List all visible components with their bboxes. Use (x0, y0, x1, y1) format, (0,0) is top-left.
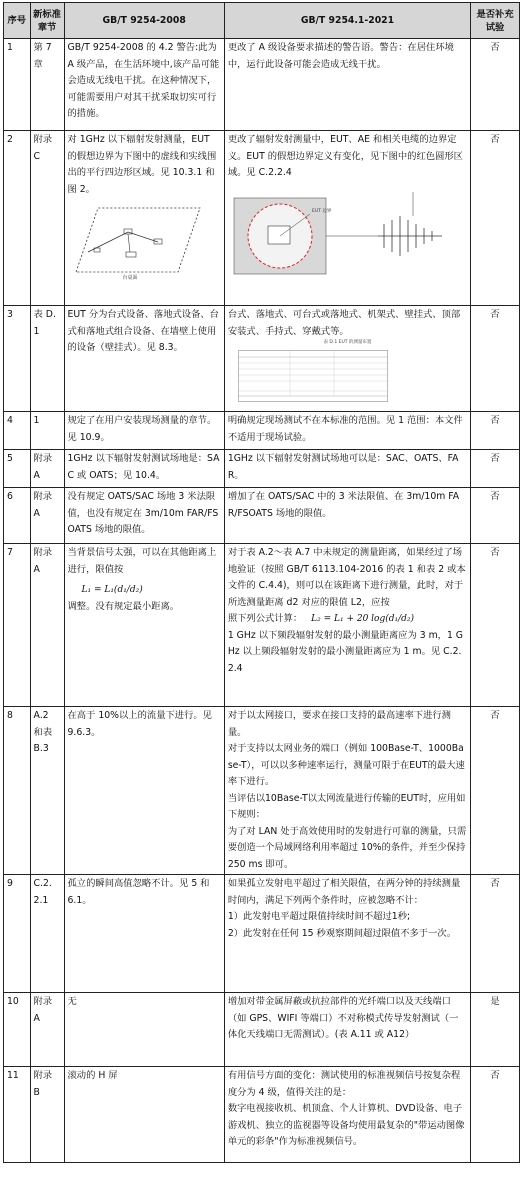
table-header-row (4, 3, 520, 39)
row-new-line: 如果孤立发射电平超过了相关限值，在两分钟的持续测量时间内，满足下列两个条件时，应被忽略不计： (227, 878, 461, 906)
row-no: 6 (4, 488, 31, 544)
row-chapter: 附录 B (30, 1067, 64, 1163)
comparison-table (3, 2, 520, 1163)
row-new-line: 为了对 LAN 处于高效使用时的发射进行可靠的测量，只需要创造一个局域网络利用率超过 10%的条件，并至少保持 250 ms 即可。 (227, 825, 467, 870)
row-old: 在高于 10%以上的流量下进行。见 9.6.3。 (64, 707, 224, 875)
row-extra: 否 (471, 488, 520, 544)
row-new-line: 数字电视接收机、机顶盒、个人计算机、DVD设备、电子游戏机、独立的监视器等设备均使用最复杂的"带运动图像单元的彩条"作为标准视频信号。 (227, 1103, 465, 1147)
header-no: 序号 (4, 3, 31, 39)
eut-boundary-circle-figure (228, 186, 450, 276)
row-no: 2 (4, 131, 31, 306)
header-new-standard: GB/T 9254.1-2021 (224, 3, 470, 39)
row-new-line: 对于以太网接口，要求在接口支持的最高速率下进行测量。 (227, 710, 451, 738)
row-extra: 否 (471, 875, 520, 993)
row-old: 滚动的 H 屏 (64, 1067, 224, 1163)
row-old-text-b: 调整。没有规定最小距离。 (67, 600, 180, 612)
row-new-text-c: 1 GHz 以下频段辐射发射的最小测量距离应为 3 m，1 GHz 以上频段辐射发射的最小测量距离应为 1 m。见 C.2.2.4 (227, 629, 464, 674)
row-no: 3 (4, 306, 31, 412)
row-new-line: 1）此发射电平超过限值持续时间不超过1秒; (227, 911, 411, 922)
row-no: 1 (4, 39, 31, 131)
row-chapter: C.2.2.1 (30, 875, 64, 993)
table-row (4, 412, 520, 450)
row-new: 更改了 A 级设备要求描述的警告语。警告：在居住环境中，运行此设备可能会造成无线干扰。 (224, 39, 470, 131)
figure-label: EUT 边界 (311, 208, 332, 214)
table-row (4, 993, 520, 1067)
row-old: 对 1GHz 以下辐射发射测量，EUT 的假想边界为下图中的虚线和实线围出的平行四边形区域。见 10.3.1 和图 2。 (67, 134, 217, 195)
row-chapter: 附录 A (30, 544, 64, 707)
row-extra: 否 (471, 1067, 520, 1163)
row-old-cell (64, 131, 224, 306)
row-old-cell (64, 544, 224, 707)
new-limit-formula: L₂ = L₁ + 20 log(d₁/d₂) (311, 614, 415, 624)
row-new-line: 对于支持以太网业务的端口（例如 100Base-T、1000Base-T），可以以多种速率运行，测量可限于在EUT的最大速率下进行。 (227, 743, 465, 787)
row-no: 9 (4, 875, 31, 993)
row-new: 1GHz 以下辐射发射测试场地可以是：SAC、OATS、FAR。 (224, 450, 470, 488)
row-new-cell (224, 544, 470, 707)
row-new-line: 2）此发射在任何 15 秒观察期间超过限值不多于一次。 (227, 927, 456, 939)
table-row (4, 544, 520, 707)
header-extra-test: 是否补充试验 (471, 3, 520, 39)
row-old: GB/T 9254-2008 的 4.2 警告:此为 A 级产品，在生活环境中,该产品可能会造成无线电干扰。在这种情况下，可能需要用户对其干扰采取切实可行的措施。 (64, 39, 224, 131)
row-new-cell (224, 1067, 470, 1163)
row-chapter: 附录 C (30, 131, 64, 306)
embedded-table-thumbnail (238, 350, 388, 402)
table-row (4, 450, 520, 488)
row-new-line: 当评估以10Base-T以太网流量进行传输的EUT时，应用如下规则： (227, 792, 466, 820)
table-row (4, 1067, 520, 1163)
table-row (4, 875, 520, 993)
row-no: 11 (4, 1067, 31, 1163)
row-old: EUT 分为台式设备、落地式设备、台式和落地式组合设备、在墙壁上使用的设备（壁挂式）。见 8.3。 (64, 306, 224, 412)
embedded-table-title: 表 D.1 EUT 的测量布置 (323, 340, 372, 345)
row-chapter: 附录 A (30, 993, 64, 1067)
row-extra: 否 (471, 707, 520, 875)
row-new-text-b: 照下列公式计算： (227, 613, 303, 624)
table-row (4, 39, 520, 131)
row-extra: 否 (471, 412, 520, 450)
row-new-cell (224, 707, 470, 875)
row-no: 5 (4, 450, 31, 488)
row-chapter: 表 D.1 (30, 306, 64, 412)
table-row (4, 707, 520, 875)
row-extra: 否 (471, 131, 520, 306)
row-chapter: A.2 和表 B.3 (30, 707, 64, 875)
header-chapter: 新标准章节 (30, 3, 64, 39)
row-no: 8 (4, 707, 31, 875)
table-row (4, 131, 520, 306)
row-new-line: 有用信号方面的变化：测试使用的标准视频信号按复杂程度分为 4 级，值得关注的是： (227, 1070, 461, 1098)
header-old-standard: GB/T 9254-2008 (64, 3, 224, 39)
row-new: 增加了在 OATS/SAC 中的 3 米法限值、在 3m/10m FAR/FSOATS 场地的限值。 (224, 488, 470, 544)
row-new-cell (224, 875, 470, 993)
row-chapter: 第 7 章 (30, 39, 64, 131)
row-old: 没有规定 OATS/SAC 场地 3 米法限值，也没有规定在 3m/10m FAR/FSOATS 场地的限值。 (64, 488, 224, 544)
figure-label: 台桌面 (121, 275, 138, 281)
table-row (4, 306, 520, 412)
row-new-cell (224, 306, 470, 412)
row-no: 7 (4, 544, 31, 707)
row-extra: 否 (471, 39, 520, 131)
row-old: 规定了在用户安装现场测量的章节。见 10.9。 (64, 412, 224, 450)
row-new: 明确规定现场测试不在本标准的范围。见 1 范围：本文件不适用于现场试验。 (224, 412, 470, 450)
row-old: 孤立的瞬间高值忽略不计。见 5 和 6.1。 (64, 875, 224, 993)
row-no: 10 (4, 993, 31, 1067)
row-extra: 否 (471, 544, 520, 707)
row-old: 无 (64, 993, 224, 1067)
row-old-text-a: 当背景信号太强，可以在其他距离上进行，限值按 (67, 547, 217, 575)
row-extra: 否 (471, 450, 520, 488)
row-new: 增加对带金属屏蔽或抗拉部件的光纤端口以及天线端口（如 GPS、WIFI 等端口）不对称模式传导发射测试（一体化天线端口无需测试）。(表 A.11 或 A12） (224, 993, 470, 1067)
row-no: 4 (4, 412, 31, 450)
row-new-text-a: 对于表 A.2～表 A.7 中未规定的测量距离，如果经过了场地验证（按照 GB/T 6113.104-2016 的表 1 和表 2 或本文件的 C.4.4)，则可以在该距离下进行测量，此时，对于所选测量距离 d2 对应的限值 L2，应按 (227, 547, 466, 608)
row-chapter: 附录 A (30, 488, 64, 544)
row-extra: 是 (471, 993, 520, 1067)
old-limit-formula: L₁ = L₁(d₁/d₂) (81, 585, 143, 595)
row-new-cell (224, 131, 470, 306)
row-new: 台式、落地式、可台式或落地式、机架式、壁挂式、顶部安装式、手持式、穿戴式等。 (227, 309, 461, 337)
row-chapter: 附录 A (30, 450, 64, 488)
row-extra: 否 (471, 306, 520, 412)
eut-boundary-parallelogram-figure (68, 202, 208, 282)
row-old: 1GHz 以下辐射发射测试场地是：SAC 或 OATS；见 10.4。 (64, 450, 224, 488)
row-chapter: 1 (30, 412, 64, 450)
row-new: 更改了辐射发射测量中，EUT、AE 和相关电缆的边界定义。EUT 的假想边界定义有变化，见下图中的红色圆形区域。见 C.2.2.4 (227, 134, 463, 178)
table-row (4, 488, 520, 544)
